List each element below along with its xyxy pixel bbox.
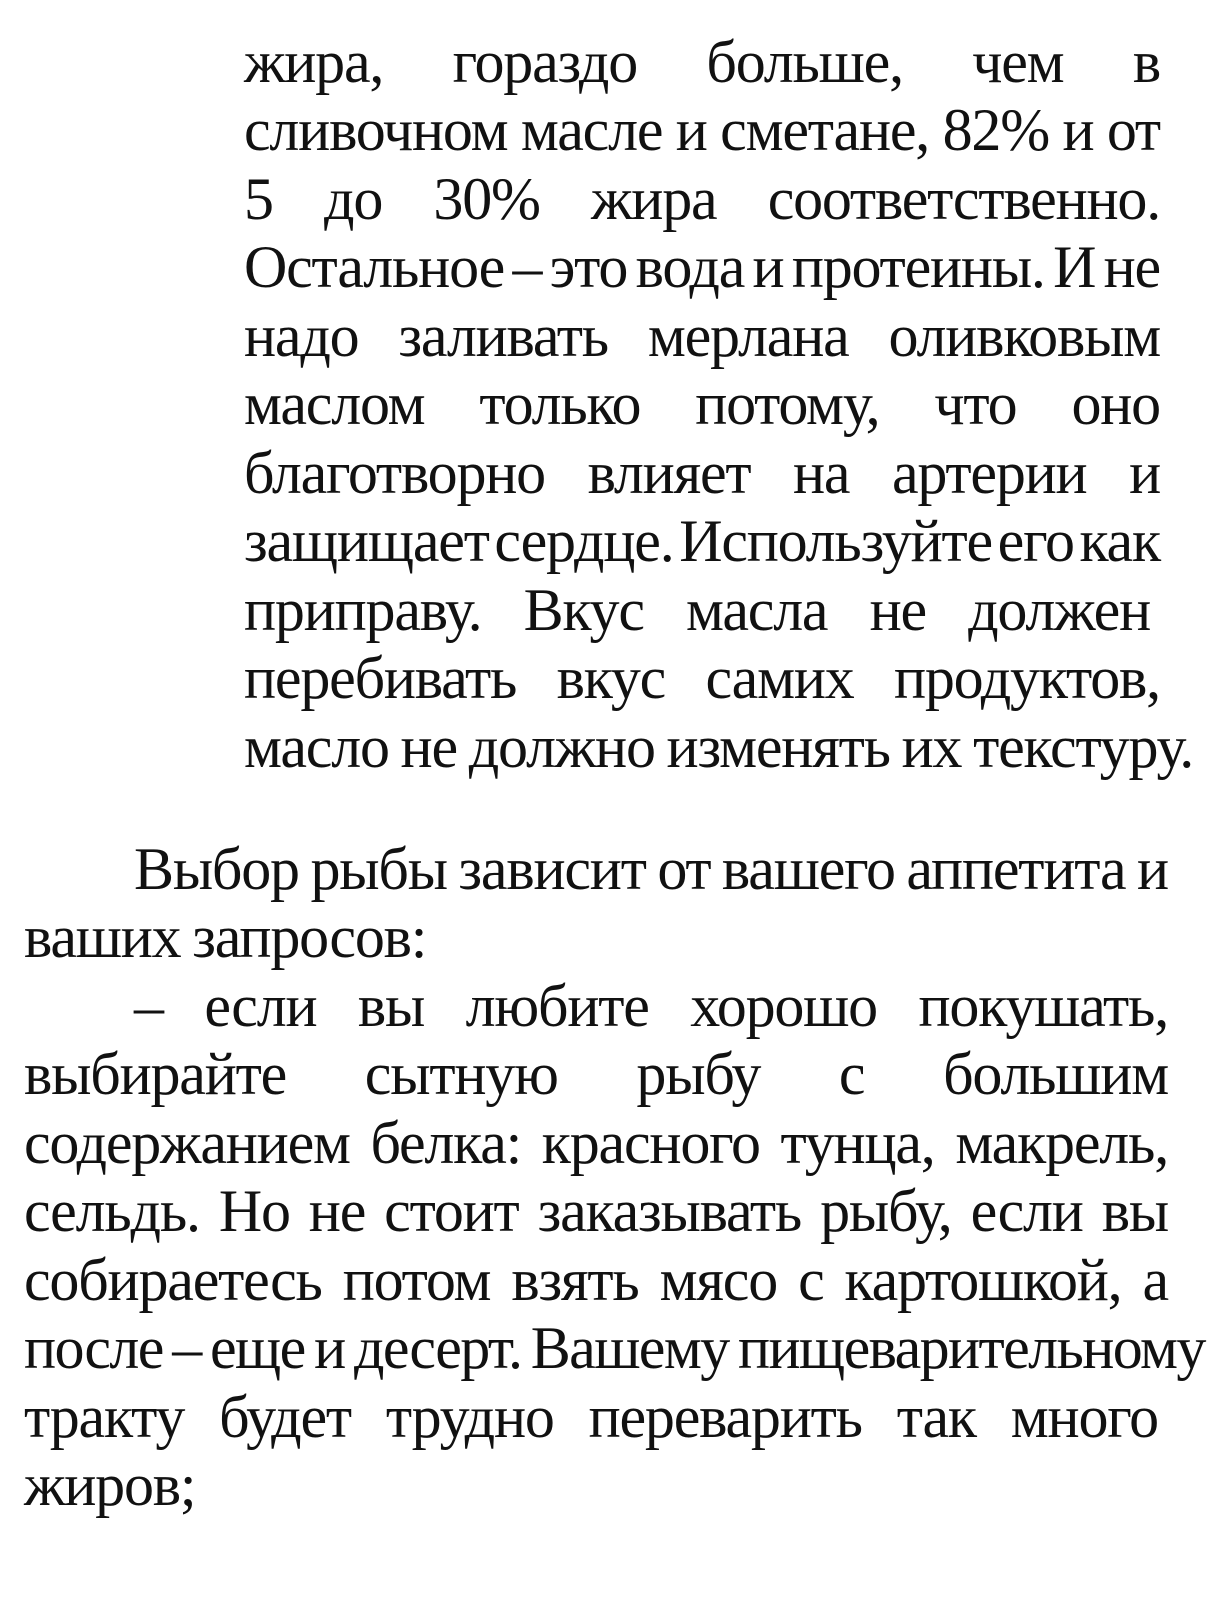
word: мясо bbox=[659, 1247, 778, 1313]
word: 82% bbox=[942, 97, 1049, 163]
word: заказывать bbox=[537, 1178, 802, 1244]
word: выбирайте bbox=[24, 1041, 287, 1107]
word: и bbox=[1137, 836, 1168, 902]
word: должен bbox=[968, 577, 1150, 643]
word: чем bbox=[972, 29, 1064, 95]
quote-line-8 bbox=[244, 507, 1160, 575]
quote-line-2 bbox=[244, 96, 1160, 164]
word: масла bbox=[685, 577, 828, 643]
word: с bbox=[838, 1041, 865, 1107]
word: что bbox=[934, 371, 1017, 437]
word: аппетита bbox=[906, 836, 1126, 902]
word: в bbox=[1132, 29, 1160, 95]
word: с bbox=[798, 1247, 824, 1313]
last-line-text: масло не должно изменять их текстуру. bbox=[244, 714, 1194, 780]
word: 5 bbox=[244, 166, 273, 232]
body-line-2 bbox=[24, 903, 426, 971]
word: вода bbox=[635, 234, 745, 300]
body-line-3 bbox=[134, 972, 1168, 1040]
word: вы bbox=[1101, 1178, 1168, 1244]
word: протеины. bbox=[791, 234, 1045, 300]
word: хорошо bbox=[690, 973, 877, 1039]
word: маслом bbox=[244, 371, 425, 437]
word: вашего bbox=[721, 836, 895, 902]
word: и bbox=[1062, 97, 1094, 163]
word: от bbox=[657, 836, 711, 902]
word: его bbox=[997, 508, 1074, 574]
word: много bbox=[1010, 1384, 1158, 1450]
word: белка: bbox=[370, 1110, 522, 1176]
line-text: ваших запросов: bbox=[24, 904, 427, 970]
word: самих bbox=[705, 645, 854, 711]
word: продуктов, bbox=[893, 645, 1160, 711]
word: не bbox=[1103, 234, 1160, 300]
word: соответственно. bbox=[767, 166, 1160, 232]
word: на bbox=[793, 440, 850, 506]
body-line-4 bbox=[24, 1040, 1168, 1108]
word: будет bbox=[219, 1384, 351, 1450]
word: красного bbox=[541, 1110, 760, 1176]
word: потом bbox=[342, 1247, 491, 1313]
word: Но bbox=[218, 1178, 290, 1244]
body-line-8 bbox=[24, 1314, 1205, 1382]
word: от bbox=[1106, 97, 1160, 163]
body-line-9 bbox=[24, 1383, 1158, 1451]
word: Остальное bbox=[244, 234, 505, 300]
word: мерлана bbox=[647, 303, 849, 369]
word: больше, bbox=[706, 29, 903, 95]
word: рыбы bbox=[310, 836, 447, 902]
word: оно bbox=[1071, 371, 1160, 437]
word: как bbox=[1079, 508, 1160, 574]
word: И bbox=[1053, 234, 1096, 300]
quote-line-1 bbox=[244, 28, 1160, 96]
word: масле bbox=[520, 97, 663, 163]
word: сердце. bbox=[494, 508, 674, 574]
word: не bbox=[869, 577, 926, 643]
word: влияет bbox=[587, 440, 751, 506]
line-text: после – еще и десерт. Вашему пищеварительному bbox=[24, 1315, 1205, 1381]
word: и bbox=[1129, 440, 1160, 506]
word: трудно bbox=[385, 1384, 554, 1450]
word: если bbox=[970, 1178, 1083, 1244]
word: артерии bbox=[891, 440, 1087, 506]
body-line-1 bbox=[134, 835, 1168, 903]
word: жира, bbox=[244, 29, 384, 95]
word: а bbox=[1142, 1247, 1168, 1313]
word: тракту bbox=[24, 1384, 185, 1450]
word: до bbox=[324, 166, 383, 232]
quote-line-5 bbox=[244, 302, 1160, 370]
word: картошкой, bbox=[844, 1247, 1122, 1313]
body-line-5 bbox=[24, 1109, 1168, 1177]
body-line-7 bbox=[24, 1246, 1168, 1314]
word: если bbox=[204, 973, 317, 1039]
word: и bbox=[752, 234, 784, 300]
word: макрель, bbox=[955, 1110, 1168, 1176]
word: вы bbox=[357, 973, 425, 1039]
word: потому, bbox=[695, 371, 880, 437]
word: надо bbox=[244, 303, 359, 369]
word: сытную bbox=[364, 1041, 558, 1107]
word: приправу. bbox=[244, 577, 482, 643]
word: покушать, bbox=[918, 973, 1168, 1039]
word: Вкус bbox=[523, 577, 644, 643]
word: оливковым bbox=[888, 303, 1160, 369]
word: рыбу bbox=[636, 1041, 761, 1107]
quote-line-11 bbox=[244, 713, 1193, 781]
word: собираетесь bbox=[24, 1247, 322, 1313]
body-line-10 bbox=[24, 1451, 195, 1519]
word: большим bbox=[943, 1041, 1168, 1107]
word: – bbox=[512, 234, 542, 300]
word: Выбор bbox=[134, 836, 299, 902]
word: сметане, bbox=[720, 97, 930, 163]
word: рыбу, bbox=[820, 1178, 952, 1244]
word: жира bbox=[591, 166, 717, 232]
word: гораздо bbox=[452, 29, 638, 95]
word: Используйте bbox=[679, 508, 992, 574]
word: это bbox=[549, 234, 628, 300]
word: стоит bbox=[384, 1178, 519, 1244]
quote-line-4 bbox=[244, 233, 1160, 301]
quote-line-7 bbox=[244, 439, 1160, 507]
word: заливать bbox=[398, 303, 608, 369]
word: перебивать bbox=[244, 645, 517, 711]
word: тунца, bbox=[780, 1110, 935, 1176]
word: и bbox=[675, 97, 707, 163]
word: вкус bbox=[556, 645, 666, 711]
word: защищает bbox=[244, 508, 489, 574]
word: так bbox=[896, 1384, 976, 1450]
word: взять bbox=[511, 1247, 639, 1313]
word: сливочном bbox=[244, 97, 508, 163]
word: любите bbox=[465, 973, 649, 1039]
line-text: жиров; bbox=[24, 1452, 196, 1518]
body-line-6 bbox=[24, 1177, 1168, 1245]
quote-line-10 bbox=[244, 644, 1160, 712]
word: – bbox=[134, 973, 163, 1039]
quote-line-9 bbox=[244, 576, 1150, 644]
word: содержанием bbox=[24, 1110, 350, 1176]
word: 30% bbox=[433, 166, 540, 232]
word: зависит bbox=[458, 836, 646, 902]
quote-line-6 bbox=[244, 370, 1160, 438]
quote-line-3 bbox=[244, 165, 1160, 233]
word: благотворно bbox=[244, 440, 545, 506]
word: не bbox=[308, 1178, 366, 1244]
word: переварить bbox=[588, 1384, 862, 1450]
word: сельдь. bbox=[24, 1178, 200, 1244]
word: только bbox=[479, 371, 641, 437]
